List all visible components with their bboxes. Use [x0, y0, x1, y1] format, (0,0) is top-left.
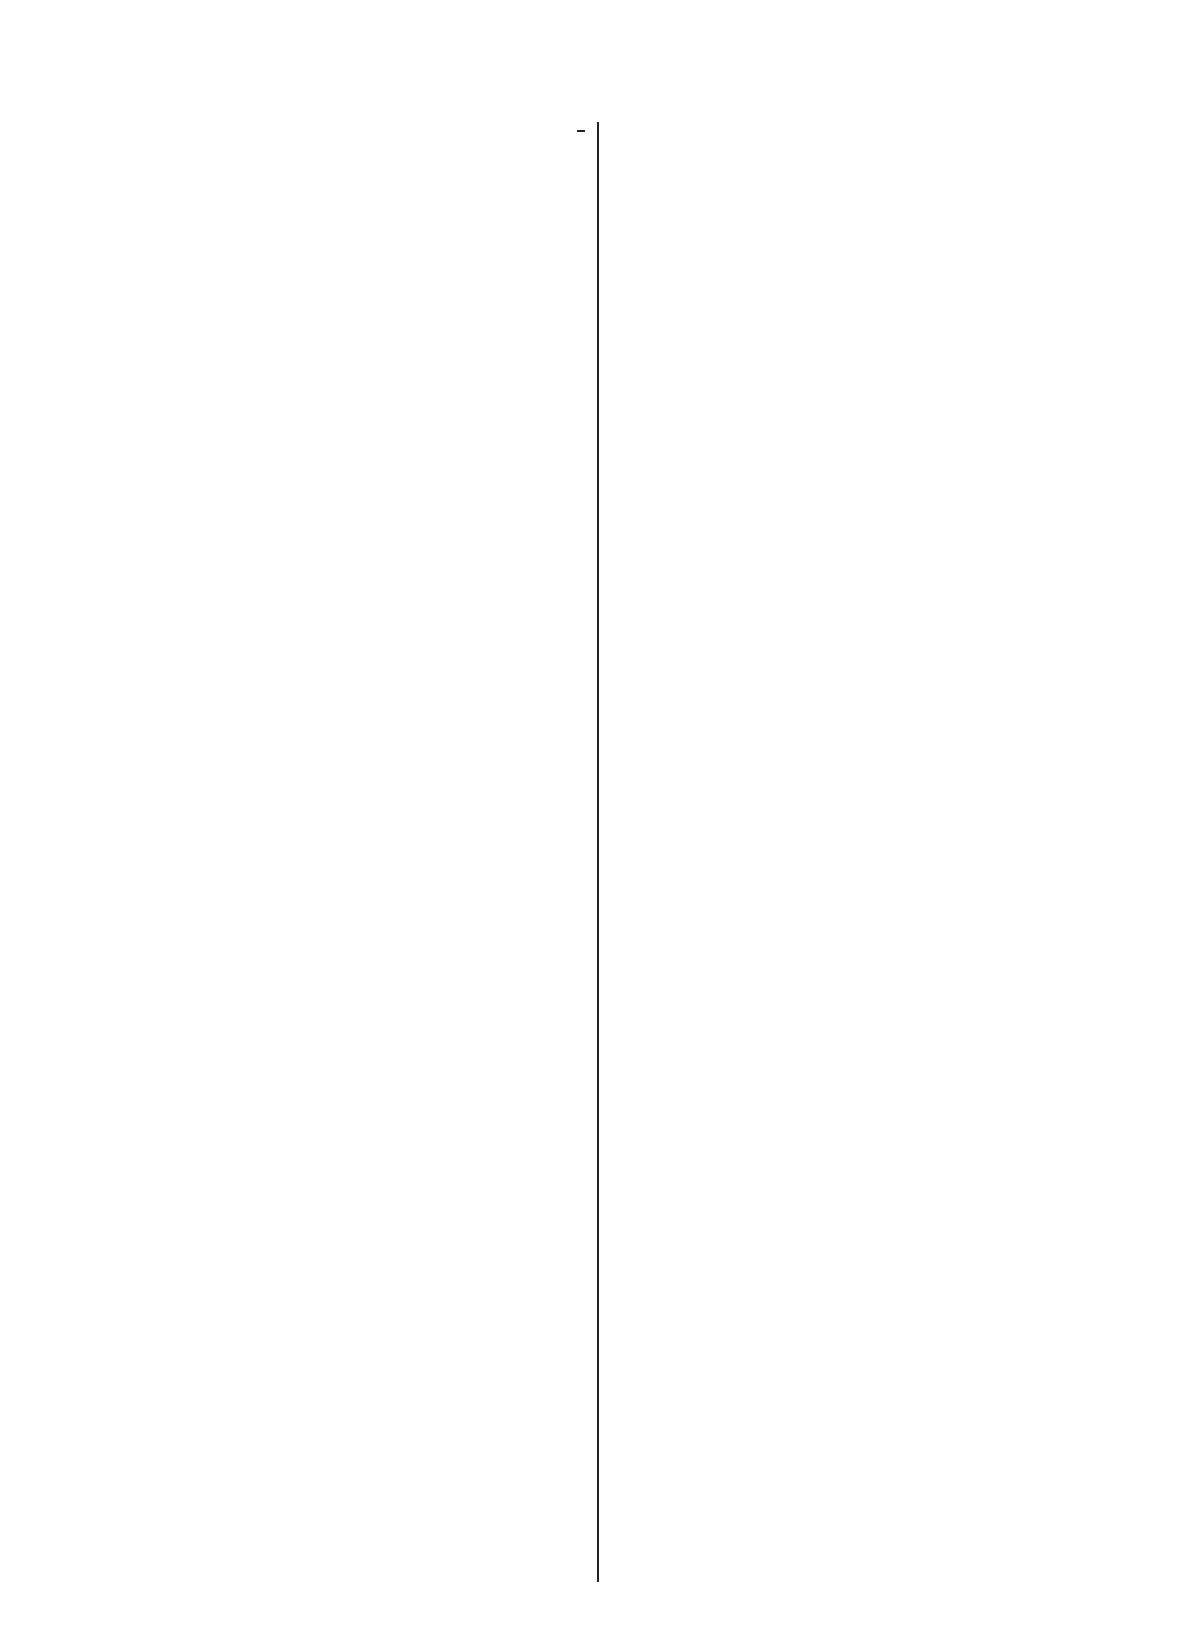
left-column: [108, 112, 578, 150]
column-divider: [597, 122, 599, 1582]
